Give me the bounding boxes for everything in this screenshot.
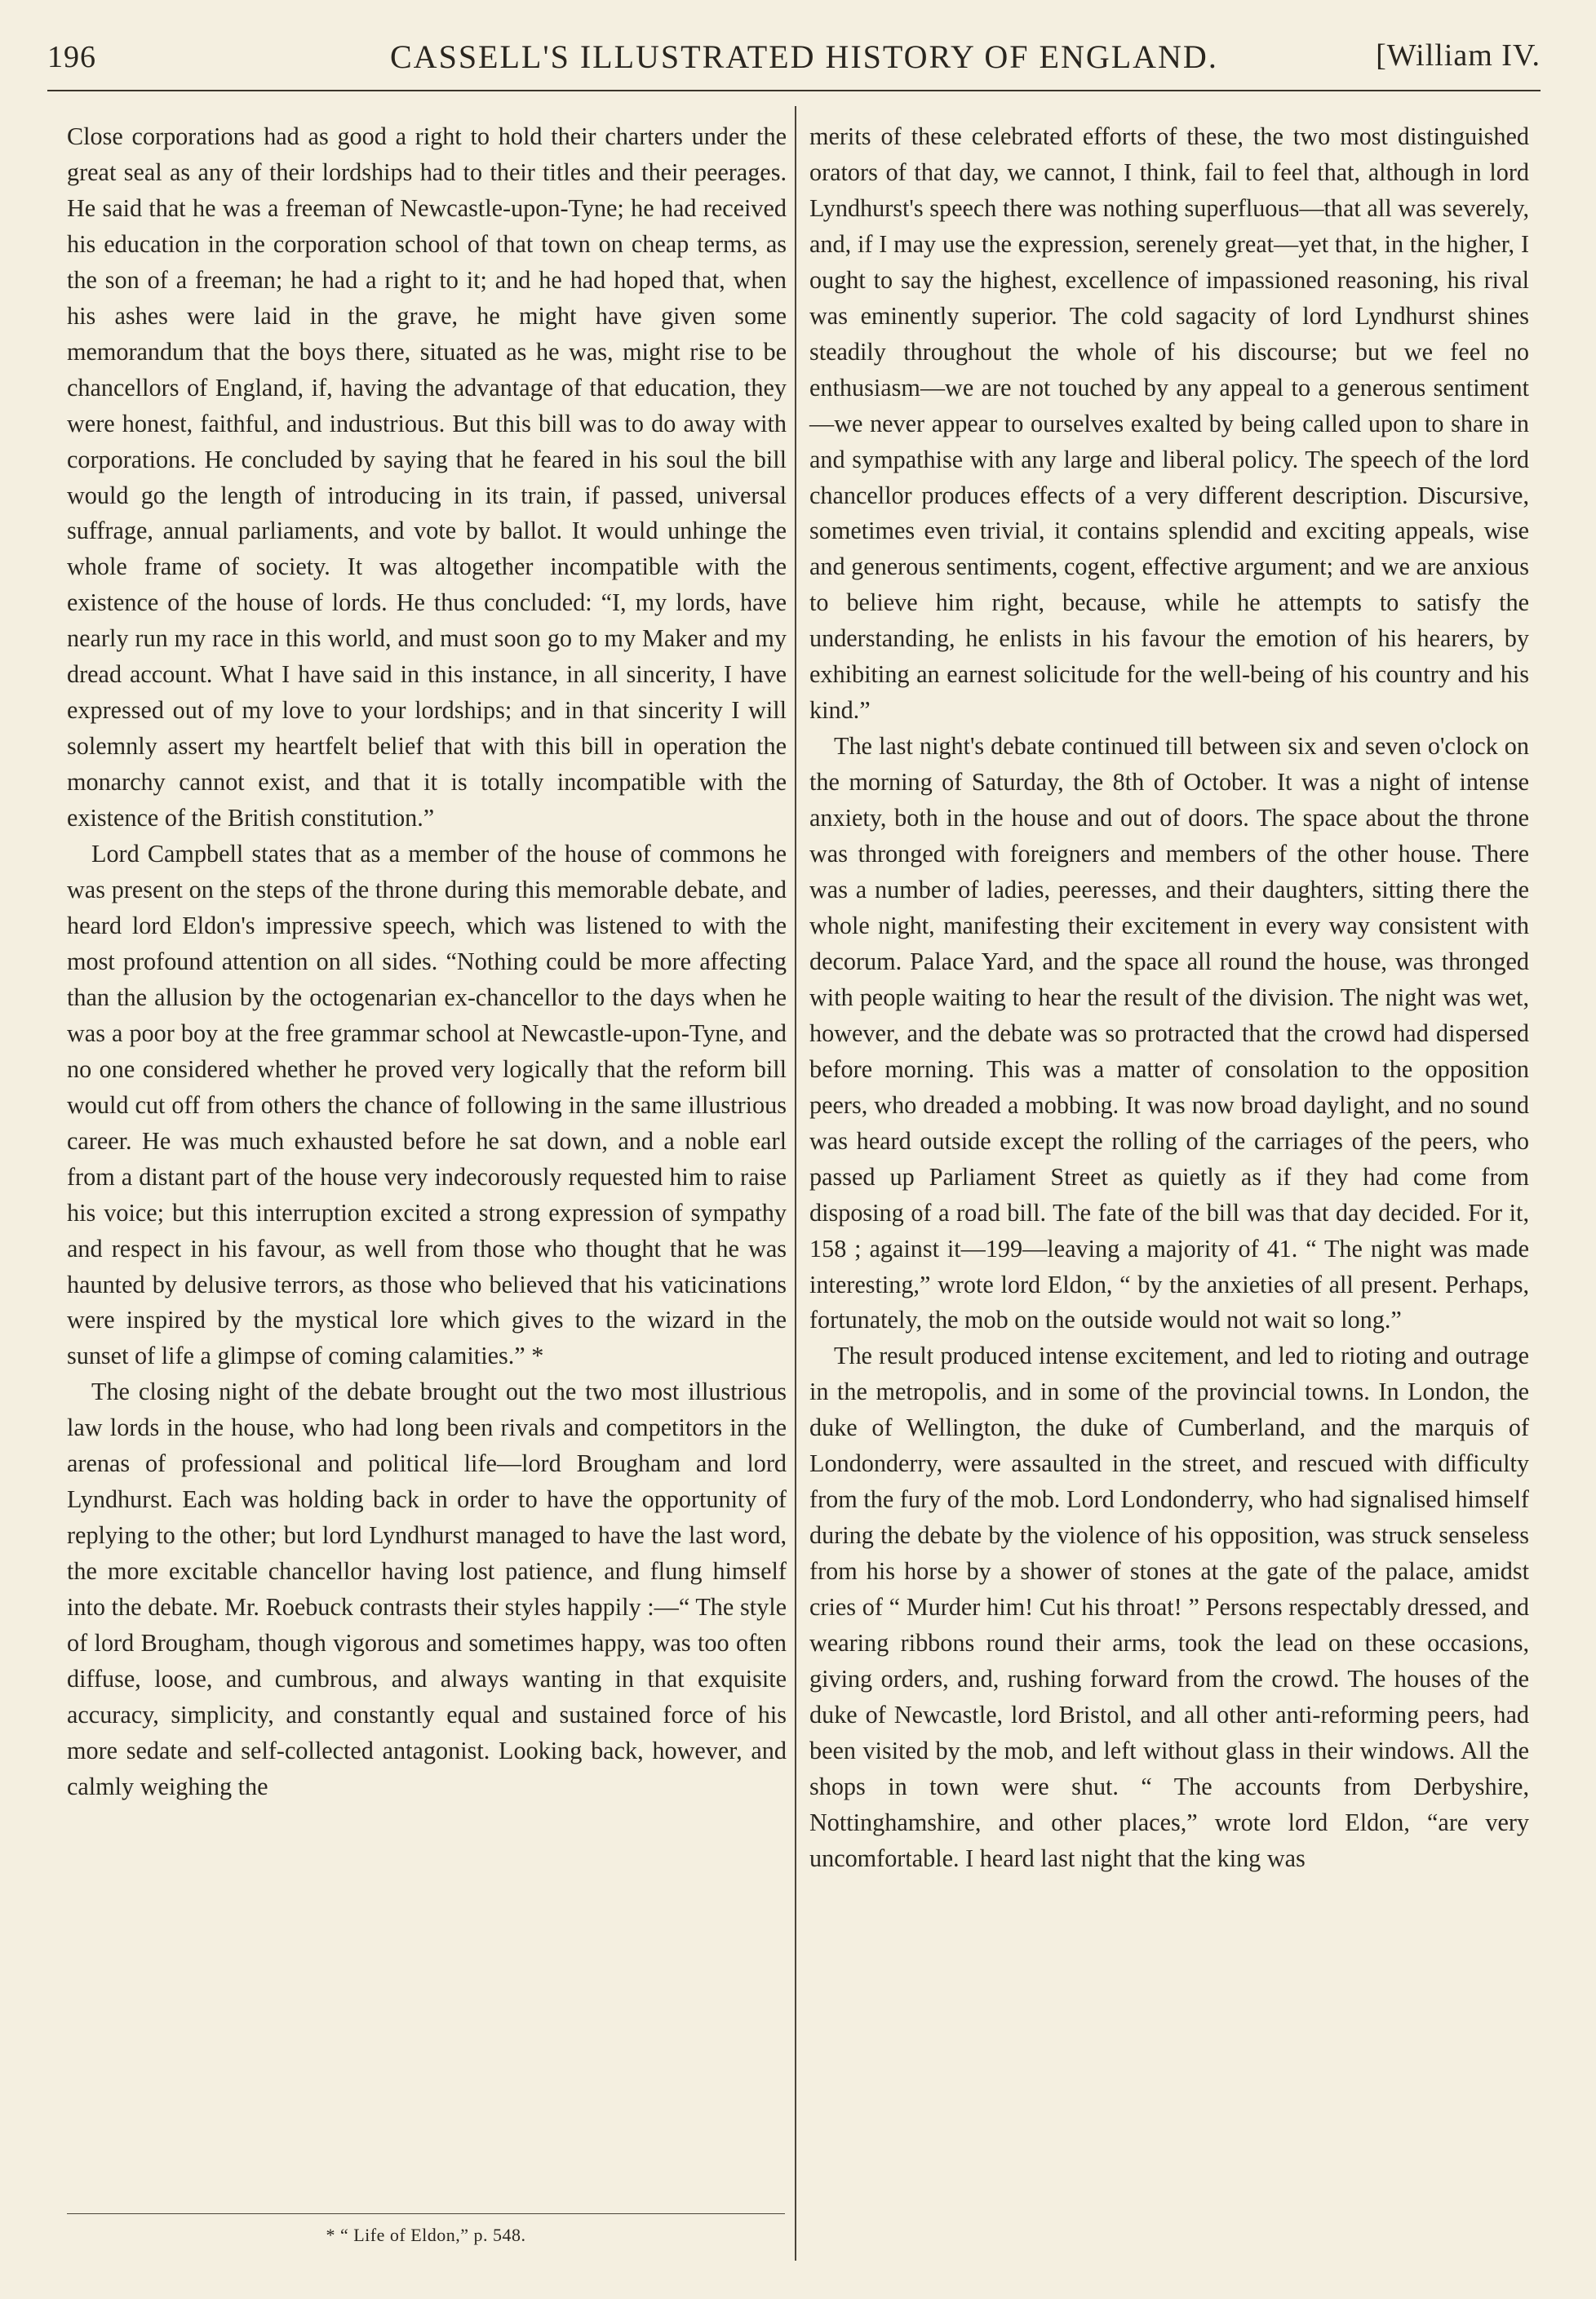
running-head [47, 31, 1541, 78]
paragraph: Close corporations had as good a right to hold their charters under the great seal as any of their lordships had to their titles and their peerages. He said that he was a freeman of Newcastle-upon-Tyne; he had received his education in the corporation school of that town on cheap terms, as the son of a freeman; he had a right to it; and he had hoped that, when his ashes were laid in the grave, he might have given some memorandum that the boys there, situated as he was, might rise to be chancellors of England, if, having the advantage of that education, they were honest, faithful, and industrious. But this bill was to do away with corporations. He concluded by saying that he feared in his soul the bill would go the length of introducing in its train, if passed, universal suffrage, annual parliaments, and vote by ballot. It would unhinge the whole frame of society. It was altogether incompatible with the existence of the house of lords. He thus concluded: “I, my lords, have nearly run my race in this world, and must soon go to my Maker and my dread account. What I have said in this instance, in all sincerity, I have expressed out of my love to your lordships; and in that sincerity I will solemnly assert my heartfelt belief that with this bill in operation the monarchy cannot exist, and that it is totally incompatible with the existence of the British constitution.” [67, 122, 787, 832]
footnote: * “ Life of Eldon,” p. 548. [326, 2225, 526, 2245]
right-column [809, 119, 1529, 1877]
paragraph: The closing night of the debate brought out the two most illustrious law lords in the house, who had long been rivals and competitors in the arenas of professional and political life—lord Brougham and lord Lyndhurst. Each was holding back in order to have the opportunity of replying to the other; but lord Lyndhurst managed to have the last word, the more excitable chancellor having lost patience, and flung himself into the debate. Mr. Roebuck contrasts their styles happily :—“ The style of lord Brougham, though vigorous and sometimes happy, was too often diffuse, loose, and cumbrous, and always wanting in that exquisite accuracy, simplicity, and constantly equal and sustained force of his more sedate and self-collected antagonist. Looking back, however, and calmly weighing the [67, 1378, 787, 1800]
header-rule [47, 90, 1541, 91]
paragraph: Lord Campbell states that as a member of the house of commons he was present on the steps of the throne during this memorable debate, and heard lord Eldon's impressive speech, which was listened to with the most profound attention on all sides. “Nothing could be more affecting than the allusion by the octogenarian ex-chancellor to the days when he was a poor boy at the free grammar school at Newcastle-upon-Tyne, and no one considered whether he proved very logically that the reform bill would cut off from others the chance of following in the same illustrious career. He was much exhausted before he sat down, and a noble earl from a distant part of the house very indecorously requested him to raise his voice; but this interruption excited a strong expression of sympathy and respect in his favour, as well from those who thought that he was haunted by delusive terrors, as those who believed that his vaticinations were inspired by the mystical lore which gives to the wizard in the sunset of life a glimpse of coming calamities.” * [67, 840, 787, 1370]
paragraph: The result produced intense excitement, and led to rioting and outrage in the metropolis, and in some of the provincial towns. In London, the duke of Wellington, the duke of Cumberland, and the marquis of Londonderry, were assaulted in the street, and rescued with difficulty from the fury of the mob. Lord Londonderry, who had signalised himself during the debate by the violence of his opposition, was struck senseless from his horse by a shower of stones at the gate of the palace, amidst cries of “ Murder him! Cut his throat! ” Persons respectably dressed, and wearing ribbons round their arms, took the lead on these occasions, giving orders, and, rushing forward from the crowd. The houses of the duke of Newcastle, lord Bristol, and all other anti-reforming peers, had been visited by the mob, and left without glass in their windows. All the shops in town were shut. “ The accounts from Derbyshire, Nottinghamshire, and other places,” wrote lord Eldon, “are very uncomfortable. I heard last night that the king was [809, 1342, 1529, 1872]
paragraph: merits of these celebrated efforts of these, the two most distinguished orators of that day, we cannot, I think, fail to feel that, although in lord Lyndhurst's speech there was nothing superfluous—that all was severely, and, if I may use the expression, serenely great—yet that, in the higher, I ought to say the highest, excellence of impassioned reasoning, his rival was eminently superior. The cold sagacity of lord Lyndhurst shines steadily throughout the whole of his discourse; but we feel no enthusiasm—we are not touched by any appeal to a generous sentiment—we never appear to ourselves exalted by being called upon to share in and sympathise with any large and liberal policy. The speech of the lord chancellor produces effects of a very different description. Discursive, sometimes even trivial, it contains splendid and exciting appeals, wise and generous sentiments, cogent, effective argument; and we are anxious to believe him right, because, while he attempts to satisfy the understanding, he enlists in his favour the emotion of his hearers, by exhibiting an earnest solicitude for the well-being of his country and his kind.” [809, 122, 1529, 725]
page-number: 196 [47, 40, 96, 74]
column-divider [795, 106, 796, 2261]
left-column [67, 119, 787, 1805]
running-title: CASSELL'S ILLUSTRATED HISTORY OF ENGLAND. [390, 38, 1218, 75]
paragraph: The last night's debate continued till between six and seven o'clock on the morning of Saturday, the 8th of October. It was a night of intense anxiety, both in the house and out of doors. The space about the throne was thronged with foreigners and members of the other house. There was a number of ladies, peeresses, and their daughters, sitting there the whole night, manifesting their excitement in every way consistent with decorum. Palace Yard, and the space all round the house, was thronged with people waiting to hear the result of the division. The night was wet, however, and the debate was so protracted that the crowd had dispersed before morning. This was a matter of consolation to the opposition peers, who dreaded a mobbing. It was now broad daylight, and no sound was heard outside except the rolling of the carriages of the peers, who passed up Parliament Street as quietly as if they had come from disposing of a road bill. The fate of the bill was that day decided. For it, 158 ; against it—199—leaving a majority of 41. “ The night was made interesting,” wrote lord Eldon, “ by the anxieties of all present. Perhaps, fortunately, the mob on the outside would not wait so long.” [809, 732, 1529, 1334]
footnote-rule [67, 2213, 785, 2214]
running-section: [William IV. [1376, 38, 1541, 73]
